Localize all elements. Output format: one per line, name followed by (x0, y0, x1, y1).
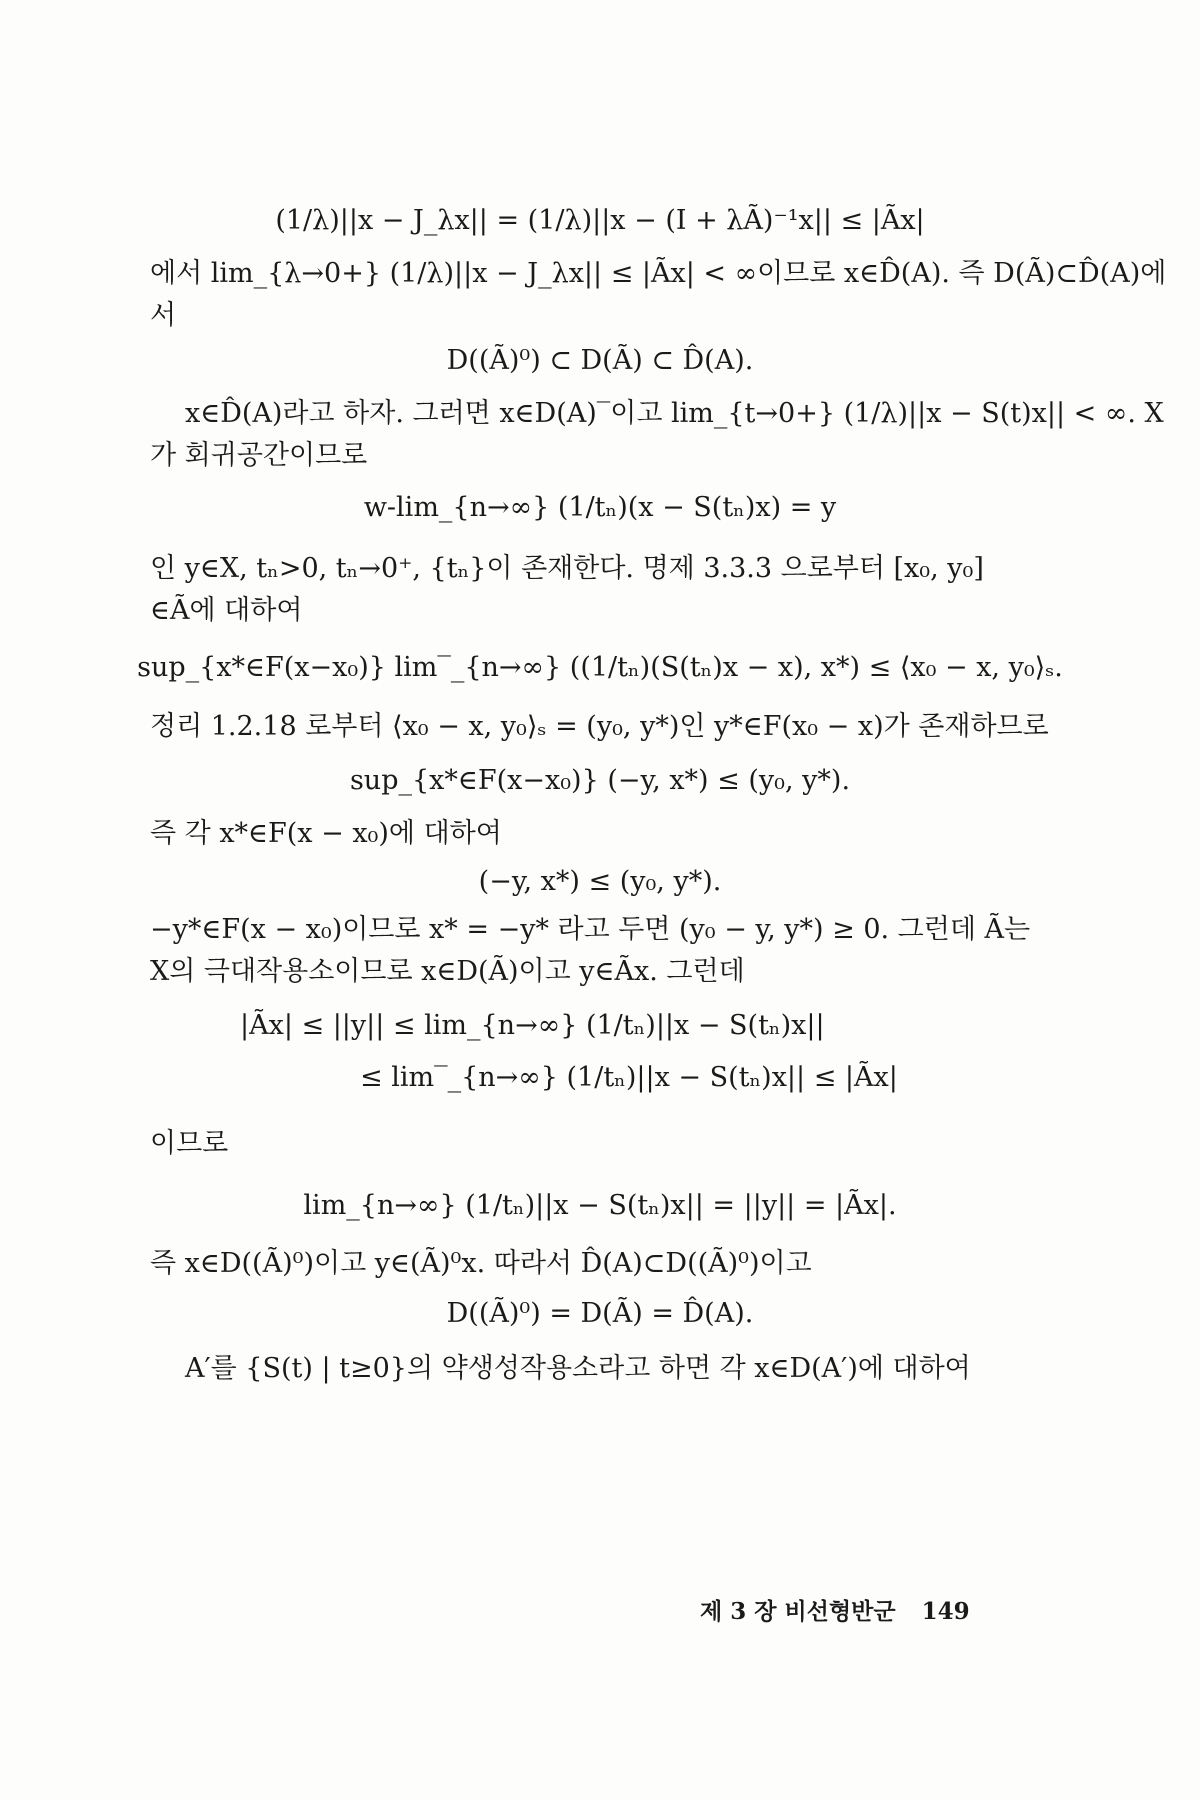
text-line: A′를 {S(t) | t≥0}의 약생성작용소라고 하면 각 x∈D(A′)에 대하여 (185, 1353, 971, 1384)
text-line: x∈D̂(A)라고 하자. 그러면 x∈D(A)‾이고 lim_{t→0+} (1/λ)||x − S(t)x|| < ∞. X (185, 398, 1164, 429)
running-chapter-title: 제 3 장 비선형반군 (700, 1598, 896, 1625)
page-number: 149 (921, 1598, 970, 1625)
text-line: 가 회귀공간이므로 (150, 440, 368, 471)
equation-chain-line-1: |Ãx| ≤ ||y|| ≤ lim_{n→∞} (1/tₙ)||x − S(tₙ)x|| (240, 1010, 825, 1041)
text-line: 서 (150, 300, 177, 331)
equation-limit-equality: lim_{n→∞} (1/tₙ)||x − S(tₙ)x|| = ||y|| = |Ãx|. (303, 1190, 897, 1221)
equation-inequality: (−y, x*) ≤ (y₀, y*). (478, 866, 722, 897)
equation-sup: sup_{x*∈F(x−x₀)} (−y, x*) ≤ (y₀, y*). (349, 765, 851, 796)
equation-resolvent: (1/λ)||x − J_λx|| = (1/λ)||x − (I + λÃ)⁻¹x|| ≤ |Ãx| (275, 205, 925, 236)
text-line: 정리 1.2.18 로부터 ⟨x₀ − x, y₀⟩ₛ = (y₀, y*)인 y*∈F(x₀ − x)가 존재하므로 (150, 711, 1049, 742)
text-line: −y*∈F(x − x₀)이므로 x* = −y* 라고 두면 (y₀ − y, y*) ≥ 0. 그런데 Ã는 (150, 914, 1031, 945)
equation-domain-inclusion: D((Ã)⁰) ⊂ D(Ã) ⊂ D̂(A). (446, 345, 754, 376)
text-line: 즉 각 x*∈F(x − x₀)에 대하여 (150, 818, 502, 849)
equation-chain-line-2: ≤ lim‾_{n→∞} (1/tₙ)||x − S(tₙ)x|| ≤ |Ãx| (360, 1062, 898, 1093)
equation-domain-equality: D((Ã)⁰) = D(Ã) = D̂(A). (446, 1298, 754, 1329)
text-line: X의 극대작용소이므로 x∈D(Ã)이고 y∈Ãx. 그런데 (150, 956, 745, 987)
equation-sup-limsup: sup_{x*∈F(x−x₀)} lim‾_{n→∞} ((1/tₙ)(S(tₙ)x − x), x*) ≤ ⟨x₀ − x, y₀⟩ₛ. (137, 652, 1063, 683)
text-line: ∈Ã에 대하여 (150, 595, 303, 626)
text-line: 즉 x∈D((Ã)⁰)이고 y∈(Ã)⁰x. 따라서 D̂(A)⊂D((Ã)⁰)이고 (150, 1248, 812, 1279)
page-footer (700, 1593, 970, 1626)
text-line: 인 y∈X, tₙ>0, tₙ→0⁺, {tₙ}이 존재한다. 명제 3.3.3 으로부터 [x₀, y₀] (150, 553, 984, 584)
text-line: 에서 lim_{λ→0+} (1/λ)||x − J_λx|| ≤ |Ãx| < ∞이므로 x∈D̂(A). 즉 D(Ã)⊂D̂(A)에 (150, 258, 1167, 289)
equation-weak-limit: w-lim_{n→∞} (1/tₙ)(x − S(tₙ)x) = y (363, 492, 837, 523)
text-line: 이므로 (150, 1128, 229, 1159)
